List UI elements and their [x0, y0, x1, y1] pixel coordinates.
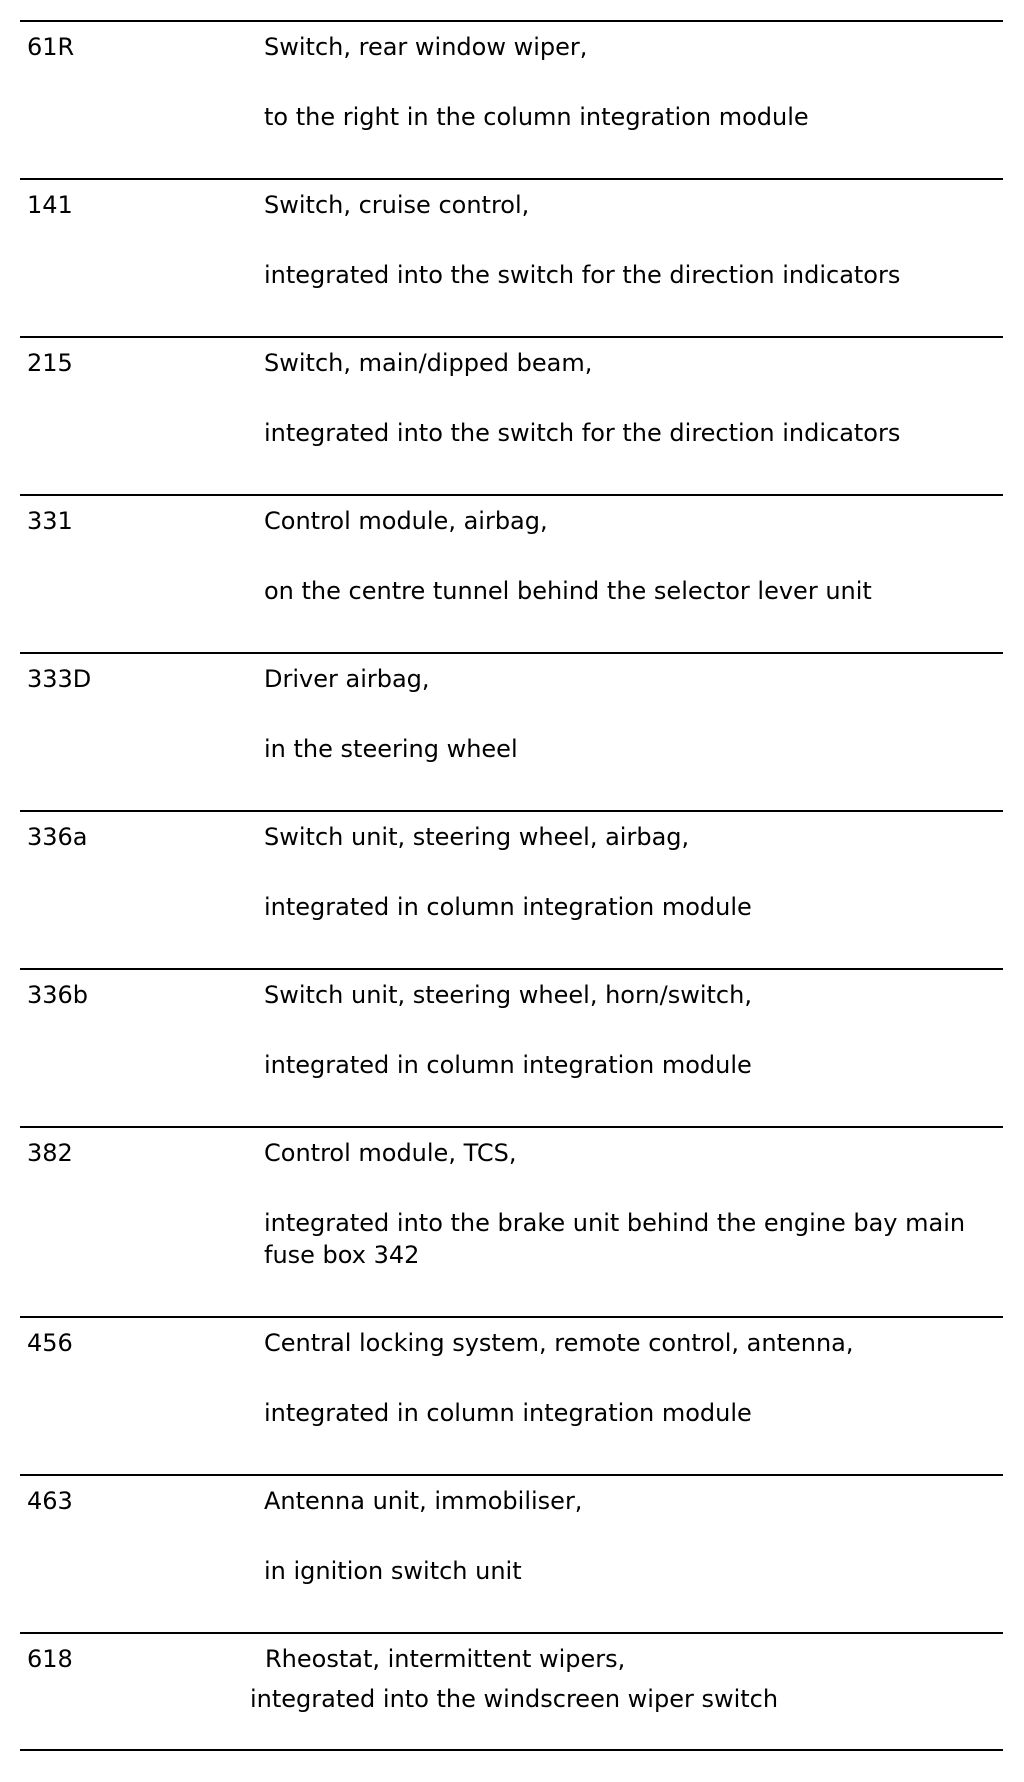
table-row [20, 1474, 1003, 1632]
component-code: 336a [27, 823, 88, 851]
component-location: integrated in column integration module [264, 1399, 752, 1427]
component-code: 382 [27, 1139, 73, 1167]
component-name: Switch, main/dipped beam, [264, 349, 593, 377]
component-name: Switch, cruise control, [264, 191, 530, 219]
component-location: integrated into the switch for the direction indicators [264, 261, 901, 289]
component-location: to the right in the column integration module [264, 103, 809, 131]
component-code: 463 [27, 1487, 73, 1515]
component-name: Switch, rear window wiper, [264, 33, 588, 61]
component-code: 618 [27, 1645, 73, 1673]
component-description [264, 189, 1000, 291]
component-description [264, 505, 1000, 607]
component-description [264, 663, 1000, 765]
component-name: Switch unit, steering wheel, horn/switch, [264, 981, 752, 1009]
component-code: 456 [27, 1329, 73, 1357]
component-name: Antenna unit, immobiliser, [264, 1487, 583, 1515]
component-name: Driver airbag, [264, 665, 430, 693]
table-row [20, 968, 1003, 1126]
component-description [264, 1327, 1000, 1429]
component-location: integrated into the switch for the direction indicators [264, 419, 901, 447]
table-row [20, 652, 1003, 810]
table-bottom-rule [20, 1749, 1003, 1751]
component-code: 61R [27, 33, 75, 61]
component-location: in ignition switch unit [264, 1557, 522, 1585]
component-location: in the steering wheel [264, 735, 518, 763]
component-description [264, 347, 1000, 449]
table-row [20, 178, 1003, 336]
table-row [20, 810, 1003, 968]
component-name: Control module, TCS, [264, 1139, 517, 1167]
component-location: integrated into the brake unit behind the engine bay main fuse box 342 [264, 1209, 966, 1269]
component-code: 331 [27, 507, 73, 535]
component-description [250, 1643, 1000, 1715]
component-description [264, 31, 1000, 133]
table-row [20, 1632, 1003, 1749]
component-location: integrated into the windscreen wiper switch [250, 1685, 779, 1713]
component-description [264, 1137, 1000, 1271]
table-row [20, 336, 1003, 494]
component-table [20, 20, 1003, 1751]
component-description [264, 1485, 1000, 1587]
component-code: 215 [27, 349, 73, 377]
component-location: on the centre tunnel behind the selector lever unit [264, 577, 872, 605]
component-name: Central locking system, remote control, antenna, [264, 1329, 854, 1357]
component-name: Control module, airbag, [264, 507, 548, 535]
component-code: 141 [27, 191, 73, 219]
component-code: 336b [27, 981, 89, 1009]
table-row [20, 1126, 1003, 1316]
component-description [264, 979, 1000, 1081]
component-description [264, 821, 1000, 923]
component-name: Switch unit, steering wheel, airbag, [264, 823, 690, 851]
component-code: 333D [27, 665, 92, 693]
table-row [20, 1316, 1003, 1474]
table-row [20, 20, 1003, 178]
component-location: integrated in column integration module [264, 893, 752, 921]
table-row [20, 494, 1003, 652]
component-name: Rheostat, intermittent wipers, [265, 1645, 626, 1673]
component-location: integrated in column integration module [264, 1051, 752, 1079]
